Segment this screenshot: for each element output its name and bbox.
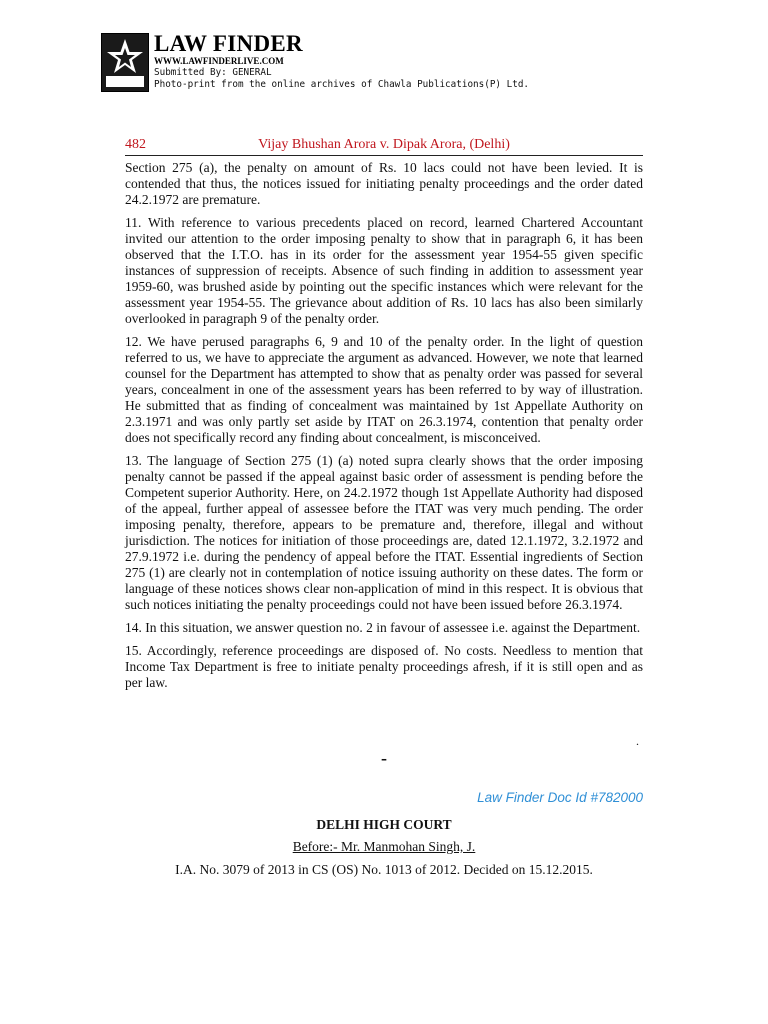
- case-title: Vijay Bhushan Arora v. Dipak Arora, (Delhi): [258, 137, 510, 152]
- archive-note: Photo-print from the online archives of Chawla Publications(P) Ltd.: [154, 79, 530, 90]
- court-name: DELHI HIGH COURT: [316, 817, 452, 832]
- law-finder-logo: [101, 33, 149, 92]
- logo-band: [106, 76, 144, 87]
- brand-title: LAW FINDER: [154, 31, 303, 56]
- running-head: [125, 136, 643, 156]
- section-divider: -: [381, 748, 387, 768]
- star-icon: [104, 36, 146, 78]
- brand-url: WWW.LAWFINDERLIVE.COM: [154, 56, 284, 66]
- bench: [0, 839, 768, 855]
- paragraph: 13. The language of Section 275 (1) (a) noted supra clearly shows that the order imposing penalty cannot be passed if the appeal against basic order of assessment is pending before the Competent superior Authority. Here, on 24.2.1972 though 1st Appellate Authority had disposed of the appeal, further appeal of assessee before the ITAT was very much pending. The order imposing penalty, therefore, appears to be premature and, therefore, illegal and without jurisdiction. The notices for initiation of those proceedings are, dated 12.1.1972, 3.2.1972 and 27.9.1972 i.e. during the pendency of appeal before the ITAT. Essential ingredients of Section 275 (1) are clearly not in contemplation of notice issuing authority on these dates. The form or language of these notices shows clear non-application of mind in this respect. It is obvious that such notices initiating the penalty proceedings could not have been issued before 26.3.1974.: [125, 453, 643, 612]
- case-reference: I.A. No. 3079 of 2013 in CS (OS) No. 1013 of 2012. Decided on 15.12.2015.: [175, 862, 593, 877]
- bench-text: Before:- Mr. Manmohan Singh, J.: [292, 839, 476, 854]
- judgment-body: [125, 160, 643, 698]
- paragraph: 11. With reference to various precedents placed on record, learned Chartered Accountant invited our attention to the order imposing penalty to show that in paragraph 6, it has been observed that the I.T.O. has in its order for the assessment year 1954-55 given specific instances of suppression of receipts. Absence of such finding in addition to assessment year 1959-60, was brushed aside by pointing out the specific instances which were relevant for the assessment year 1954-55. The grievance about addition of Rs. 10 lacs has also been similarly overlooked in paragraph 9 of the penalty order.: [125, 215, 643, 326]
- submitted-by: Submitted By: GENERAL: [154, 67, 272, 78]
- paragraph: 12. We have perused paragraphs 6, 9 and 10 of the penalty order. In the light of question referred to us, we have to appreciate the argument as advanced. However, we note that learned counsel for the Department has attempted to show that as penalty order was passed for several years, concealment in one of the assessment years has been referred to by way of illustration. He submitted that as finding of concealment was maintained by 1st Appellate Authority on 2.3.1971 and was only partly set aside by ITAT on 26.3.1974, contention that penalty order does not specifically record any finding about concealment, is misconceived.: [125, 334, 643, 445]
- doc-id: Law Finder Doc Id #782000: [477, 790, 643, 805]
- page-number: 482: [125, 137, 146, 152]
- paragraph: 15. Accordingly, reference proceedings are disposed of. No costs. Needless to mention that Income Tax Department is free to initiate penalty proceedings afresh, if it is still open and as per law.: [125, 643, 643, 690]
- paragraph: Section 275 (a), the penalty on amount of Rs. 10 lacs could not have been levied. It is contended that thus, the notices issued for initiating penalty proceedings and the order dated 24.2.1972 are premature.: [125, 160, 643, 207]
- end-dot: .: [636, 734, 639, 748]
- paragraph: 14. In this situation, we answer question no. 2 in favour of assessee i.e. against the Department.: [125, 620, 641, 635]
